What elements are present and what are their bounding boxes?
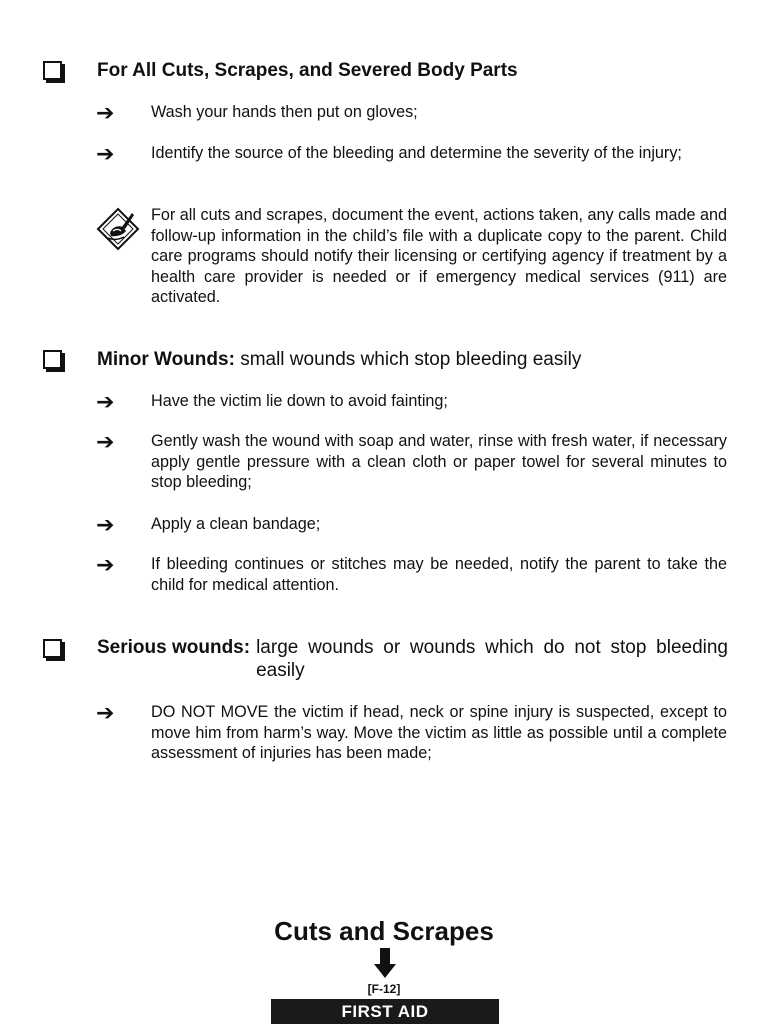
page-number: [F-12]: [367, 982, 401, 996]
item-text: Identify the source of the bleeding and determine the severity of the injury;: [151, 144, 682, 162]
item-text: Wash your hands then put on gloves;: [151, 103, 418, 121]
item-text: Gently wash the wound with soap and water, rinse with fresh water, if necessary apply gentle pressure with a clean cloth or paper towel for several minutes to stop bleeding;: [151, 432, 727, 491]
right-arrow-icon: ➔: [96, 141, 115, 166]
down-arrow-icon: [373, 948, 397, 978]
checkbox-icon: [43, 350, 62, 369]
item-text: If bleeding continues or stitches may be needed, notify the parent to take the child for medical attention.: [151, 555, 727, 594]
section-heading: [97, 636, 728, 682]
right-arrow-icon: ➔: [96, 512, 115, 537]
heading-strong: For All Cuts, Scrapes, and Severed Body Parts: [97, 60, 518, 81]
category-banner: FIRST AID: [271, 999, 499, 1024]
item-text: Have the victim lie down to avoid fainting;: [151, 392, 448, 410]
right-arrow-icon: ➔: [96, 429, 115, 454]
checkbox-icon: [43, 639, 62, 658]
right-arrow-icon: ➔: [96, 552, 115, 577]
heading-subtitle: large wounds or wounds which do not stop bleeding easily: [256, 637, 728, 681]
right-arrow-icon: ➔: [96, 100, 115, 125]
page-title: Cuts and Scrapes: [274, 916, 494, 946]
checkbox-icon: [43, 61, 62, 80]
heading-strong: Serious wounds:: [97, 637, 251, 658]
item-text: Apply a clean bandage;: [151, 515, 321, 533]
item-text: DO NOT MOVE the victim if head, neck or spine injury is suspected, except to move him from harm’s way. Move the victim as little as possible until a complete assessment of injuries has been made;: [151, 703, 727, 762]
note-text: For all cuts and scrapes, document the event, actions taken, any calls made and follow-up information in the child’s file with a duplicate copy to the parent. Child care programs should notify their licensing or certifying agency if treatment by a health care provider is needed or if emergency medical services (911) are activated.: [151, 206, 727, 306]
writing-hand-icon: [96, 207, 140, 251]
section-heading: [97, 59, 728, 82]
right-arrow-icon: ➔: [96, 389, 115, 414]
right-arrow-icon: ➔: [96, 700, 115, 725]
heading-subtitle: small wounds which stop bleeding easily: [240, 349, 582, 370]
section-heading: [97, 348, 728, 371]
heading-strong: Minor Wounds:: [97, 349, 235, 370]
